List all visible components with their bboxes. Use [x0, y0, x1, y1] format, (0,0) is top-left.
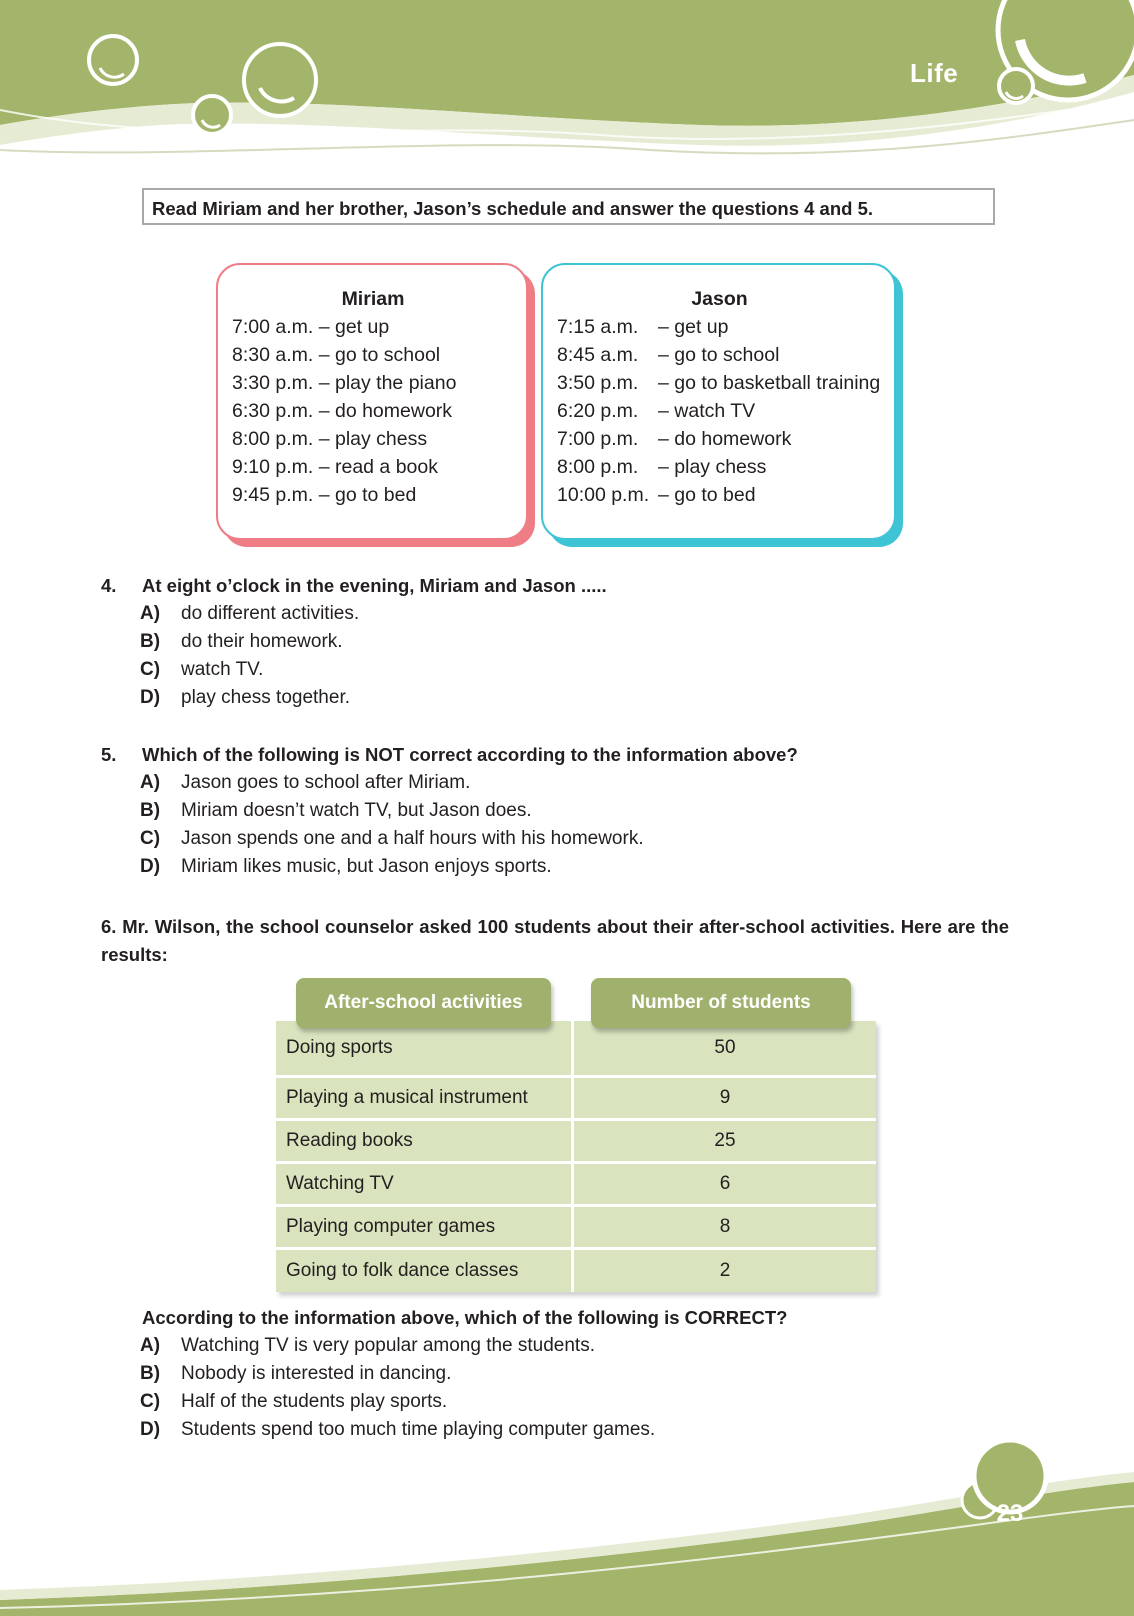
answer-option[interactable]	[140, 853, 644, 881]
jason-card-title: Jason	[691, 288, 748, 310]
schedule-row	[557, 425, 882, 453]
bubble-icon	[999, 69, 1033, 103]
miriam-card-title: Miriam	[341, 288, 405, 310]
schedule-row	[557, 481, 882, 509]
question-text: At eight o’clock in the evening, Miriam and Jason .....	[142, 575, 607, 596]
option-text: Jason goes to school after Miriam.	[181, 772, 471, 793]
bubble-icon	[244, 44, 316, 116]
activity-cell: Going to folk dance classes	[276, 1250, 574, 1292]
schedule-row	[557, 313, 882, 341]
schedule-activity: – do homework	[658, 428, 792, 450]
option-letter: D)	[140, 856, 161, 877]
schedule-activity: – play chess	[658, 456, 767, 478]
answer-option[interactable]	[140, 656, 359, 684]
answer-option[interactable]	[140, 1388, 655, 1416]
table-row	[276, 1121, 876, 1164]
question-6-intro: 6. Mr. Wilson, the school counselor asked 100 students about their after-school activities. Here are the results:	[101, 916, 1009, 965]
option-letter: A)	[140, 772, 161, 793]
schedule-time: 7:00 p.m.	[557, 428, 639, 450]
schedule-row	[232, 481, 514, 509]
bubble-icon	[89, 36, 137, 84]
count-cell: 25	[714, 1130, 736, 1151]
option-text: Miriam likes music, but Jason enjoys sports.	[181, 856, 552, 877]
option-text: Students spend too much time playing computer games.	[181, 1419, 656, 1440]
table-row	[276, 1207, 876, 1250]
option-letter: C)	[140, 1391, 161, 1412]
schedule-row	[232, 425, 514, 453]
table-header-activities: After-school activities	[296, 978, 551, 1028]
miriam-schedule-card	[216, 263, 528, 540]
answer-option[interactable]	[140, 769, 644, 797]
option-text: Jason spends one and a half hours with his homework.	[181, 828, 644, 849]
schedule-time: 8:00 p.m.	[232, 428, 314, 450]
schedule-activity: – read a book	[318, 456, 438, 478]
schedule-activity: – play chess	[318, 428, 428, 450]
option-letter: D)	[140, 687, 161, 708]
count-cell: 50	[714, 1037, 736, 1058]
activity-cell: Playing a musical instrument	[276, 1078, 574, 1118]
schedule-activity: – go to school	[658, 344, 780, 366]
schedule-row	[232, 369, 514, 397]
option-letter: B)	[140, 1363, 161, 1384]
option-letter: A)	[140, 603, 161, 624]
table-row	[276, 1250, 876, 1292]
schedule-row	[557, 341, 882, 369]
schedule-activity: – watch TV	[658, 400, 756, 422]
option-letter: B)	[140, 631, 161, 652]
footer-decoration	[0, 1440, 1134, 1616]
answer-option[interactable]	[140, 825, 644, 853]
count-cell: 2	[719, 1260, 731, 1281]
schedule-activity: – go to school	[318, 344, 441, 366]
schedule-time: 6:30 p.m.	[232, 400, 314, 422]
jason-schedule-card	[541, 263, 896, 540]
option-text: Half of the students play sports.	[181, 1391, 448, 1412]
option-text: watch TV.	[181, 659, 264, 680]
question-4-options	[140, 600, 359, 712]
schedule-time: 3:50 p.m.	[557, 372, 639, 394]
activity-cell: Doing sports	[276, 1021, 574, 1075]
schedule-activity: – do homework	[318, 400, 453, 422]
schedule-time: 10:00 p.m.	[557, 484, 650, 506]
schedule-row	[232, 397, 514, 425]
schedule-time: 9:10 p.m.	[232, 456, 314, 478]
option-text: play chess together.	[181, 687, 350, 708]
question-6-prompt: According to the information above, which of the following is CORRECT?	[142, 1307, 788, 1328]
question-5-options	[140, 769, 644, 881]
option-letter: B)	[140, 800, 161, 821]
option-text: Watching TV is very popular among the students.	[181, 1335, 595, 1356]
question-4	[101, 572, 607, 600]
schedule-time: 7:00 a.m.	[232, 316, 314, 338]
count-cell: 8	[719, 1216, 731, 1237]
schedule-time: 7:15 a.m.	[557, 316, 639, 338]
schedule-time: 9:45 p.m.	[232, 484, 314, 506]
option-letter: D)	[140, 1419, 161, 1440]
option-letter: C)	[140, 828, 161, 849]
answer-option[interactable]	[140, 684, 359, 712]
question-number: 4.	[101, 575, 117, 596]
answer-option[interactable]	[140, 1360, 655, 1388]
option-text: do different activities.	[181, 603, 360, 624]
schedule-time: 8:00 p.m.	[557, 456, 639, 478]
section-label: Life	[910, 58, 959, 88]
activity-cell: Watching TV	[276, 1164, 574, 1204]
count-cell: 9	[719, 1087, 731, 1108]
question-6-options	[140, 1332, 655, 1444]
instruction-box: Read Miriam and her brother, Jason’s schedule and answer the questions 4 and 5.	[142, 188, 995, 225]
option-letter: C)	[140, 659, 161, 680]
schedule-row	[232, 341, 514, 369]
schedule-activity: – go to bed	[658, 484, 756, 506]
table-row	[276, 1021, 876, 1078]
table-header-number: Number of students	[591, 978, 851, 1028]
schedule-row	[557, 453, 882, 481]
bubble-icon	[193, 96, 231, 134]
schedule-time: 6:20 p.m.	[557, 400, 639, 422]
question-text: Which of the following is NOT correct according to the information above?	[142, 744, 798, 765]
option-text: Nobody is interested in dancing.	[181, 1363, 452, 1384]
option-text: Miriam doesn’t watch TV, but Jason does.	[181, 800, 532, 821]
activity-cell: Reading books	[276, 1121, 574, 1161]
schedule-activity: – get up	[658, 316, 729, 338]
count-cell: 6	[719, 1173, 731, 1194]
question-number: 5.	[101, 744, 117, 765]
schedule-activity: – play the piano	[318, 372, 457, 394]
answer-option[interactable]	[140, 1332, 655, 1360]
answer-option[interactable]	[140, 600, 359, 628]
option-text: do their homework.	[181, 631, 343, 652]
schedule-row	[232, 453, 514, 481]
header-decoration	[0, 0, 1134, 170]
table-row	[276, 1164, 876, 1207]
answer-option[interactable]	[140, 797, 644, 825]
table-row	[276, 1078, 876, 1121]
schedule-row	[232, 313, 514, 341]
page-number: 23	[996, 1500, 1024, 1527]
schedule-activity: – go to basketball training	[658, 372, 881, 394]
schedule-activity: – go to bed	[318, 484, 417, 506]
schedule-time: 8:30 a.m.	[232, 344, 314, 366]
schedule-row	[557, 369, 882, 397]
schedule-time: 3:30 p.m.	[232, 372, 314, 394]
schedule-row	[557, 397, 882, 425]
question-5	[101, 741, 798, 769]
schedule-time: 8:45 a.m.	[557, 344, 639, 366]
activity-cell: Playing computer games	[276, 1207, 574, 1247]
activities-table	[276, 1021, 876, 1292]
option-letter: A)	[140, 1335, 161, 1356]
schedule-activity: – get up	[318, 316, 390, 338]
answer-option[interactable]	[140, 628, 359, 656]
